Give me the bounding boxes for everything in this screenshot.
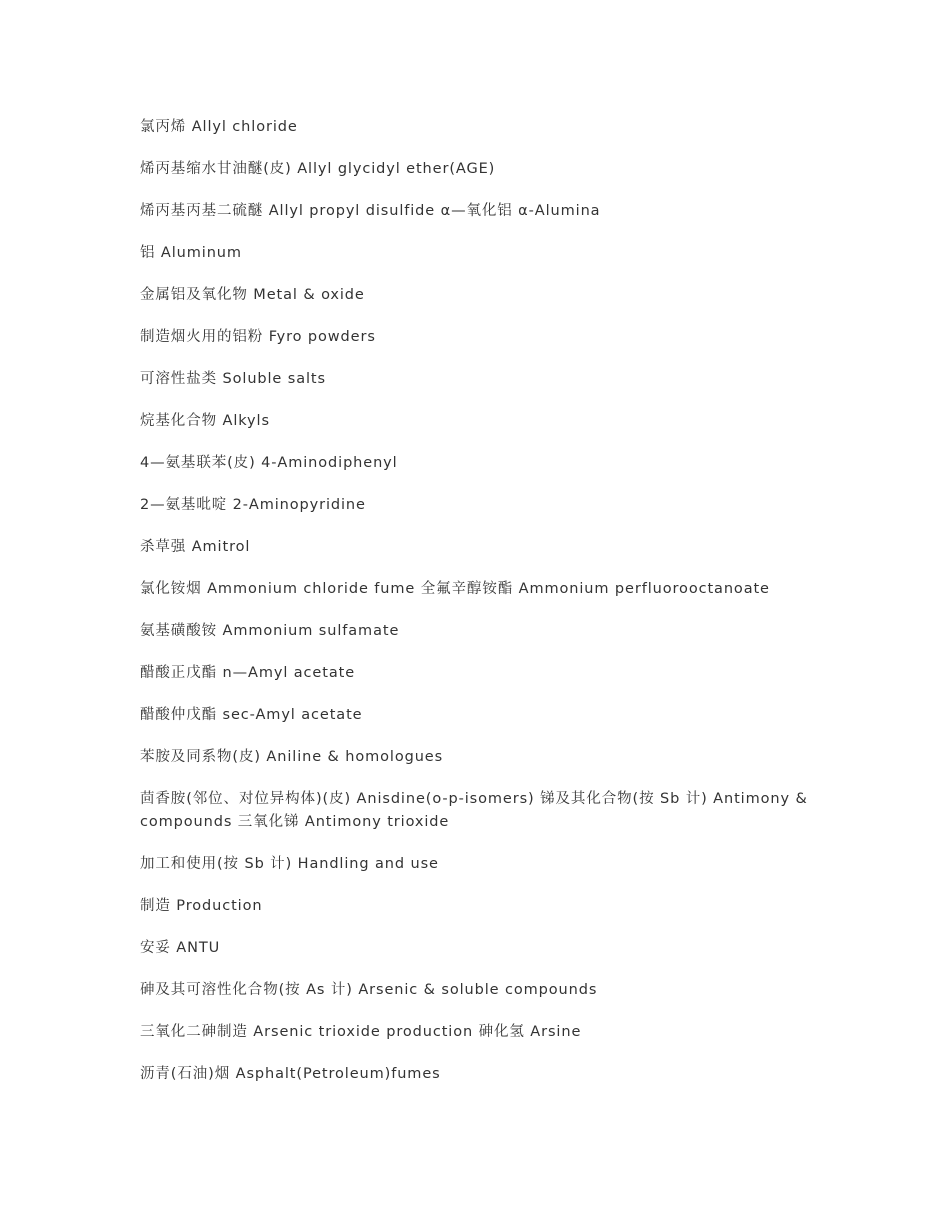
list-item: 苯胺及同系物(皮) Aniline & homologues [140,749,444,765]
list-item: 醋酸仲戊酯 sec-Amyl acetate [140,707,363,723]
list-item: 茴香胺(邻位、对位异构体)(皮) Anisdine(o-p-isomers) 锑及其化合物(按 Sb 计) Antimony & compounds 三氧化锑 Antimony trioxide [140,791,808,830]
list-item: 2—氨基吡啶 2-Aminopyridine [140,497,366,513]
substance-list [140,116,810,1105]
list-item: 安妥 ANTU [140,940,221,956]
list-item: 烯丙基缩水甘油醚(皮) Allyl glycidyl ether(AGE) [140,161,496,177]
list-item: 加工和使用(按 Sb 计) Handling and use [140,856,439,872]
list-item: 醋酸正戊酯 n—Amyl acetate [140,665,356,681]
list-item: 金属铝及氧化物 Metal & oxide [140,287,365,303]
list-item: 杀草强 Amitrol [140,539,251,555]
list-item: 制造烟火用的铝粉 Fyro powders [140,329,376,345]
list-item: 可溶性盐类 Soluble salts [140,371,326,387]
list-item: 沥青(石油)烟 Asphalt(Petroleum)fumes [140,1066,441,1082]
list-item: 4—氨基联苯(皮) 4-Aminodiphenyl [140,455,398,471]
list-item: 砷及其可溶性化合物(按 As 计) Arsenic & soluble compounds [140,982,598,998]
list-item: 氯丙烯 Allyl chloride [140,119,298,135]
list-item: 烯丙基丙基二硫醚 Allyl propyl disulfide α—氧化铝 α-Alumina [140,203,601,219]
list-item: 氯化铵烟 Ammonium chloride fume 全氟辛醇铵酯 Ammonium perfluorooctanoate [140,581,770,597]
list-item: 烷基化合物 Alkyls [140,413,270,429]
list-item: 三氧化二砷制造 Arsenic trioxide production 砷化氢 Arsine [140,1024,582,1040]
list-item: 铝 Aluminum [140,245,242,261]
list-item: 氨基磺酸铵 Ammonium sulfamate [140,623,400,639]
list-item: 制造 Production [140,898,263,914]
